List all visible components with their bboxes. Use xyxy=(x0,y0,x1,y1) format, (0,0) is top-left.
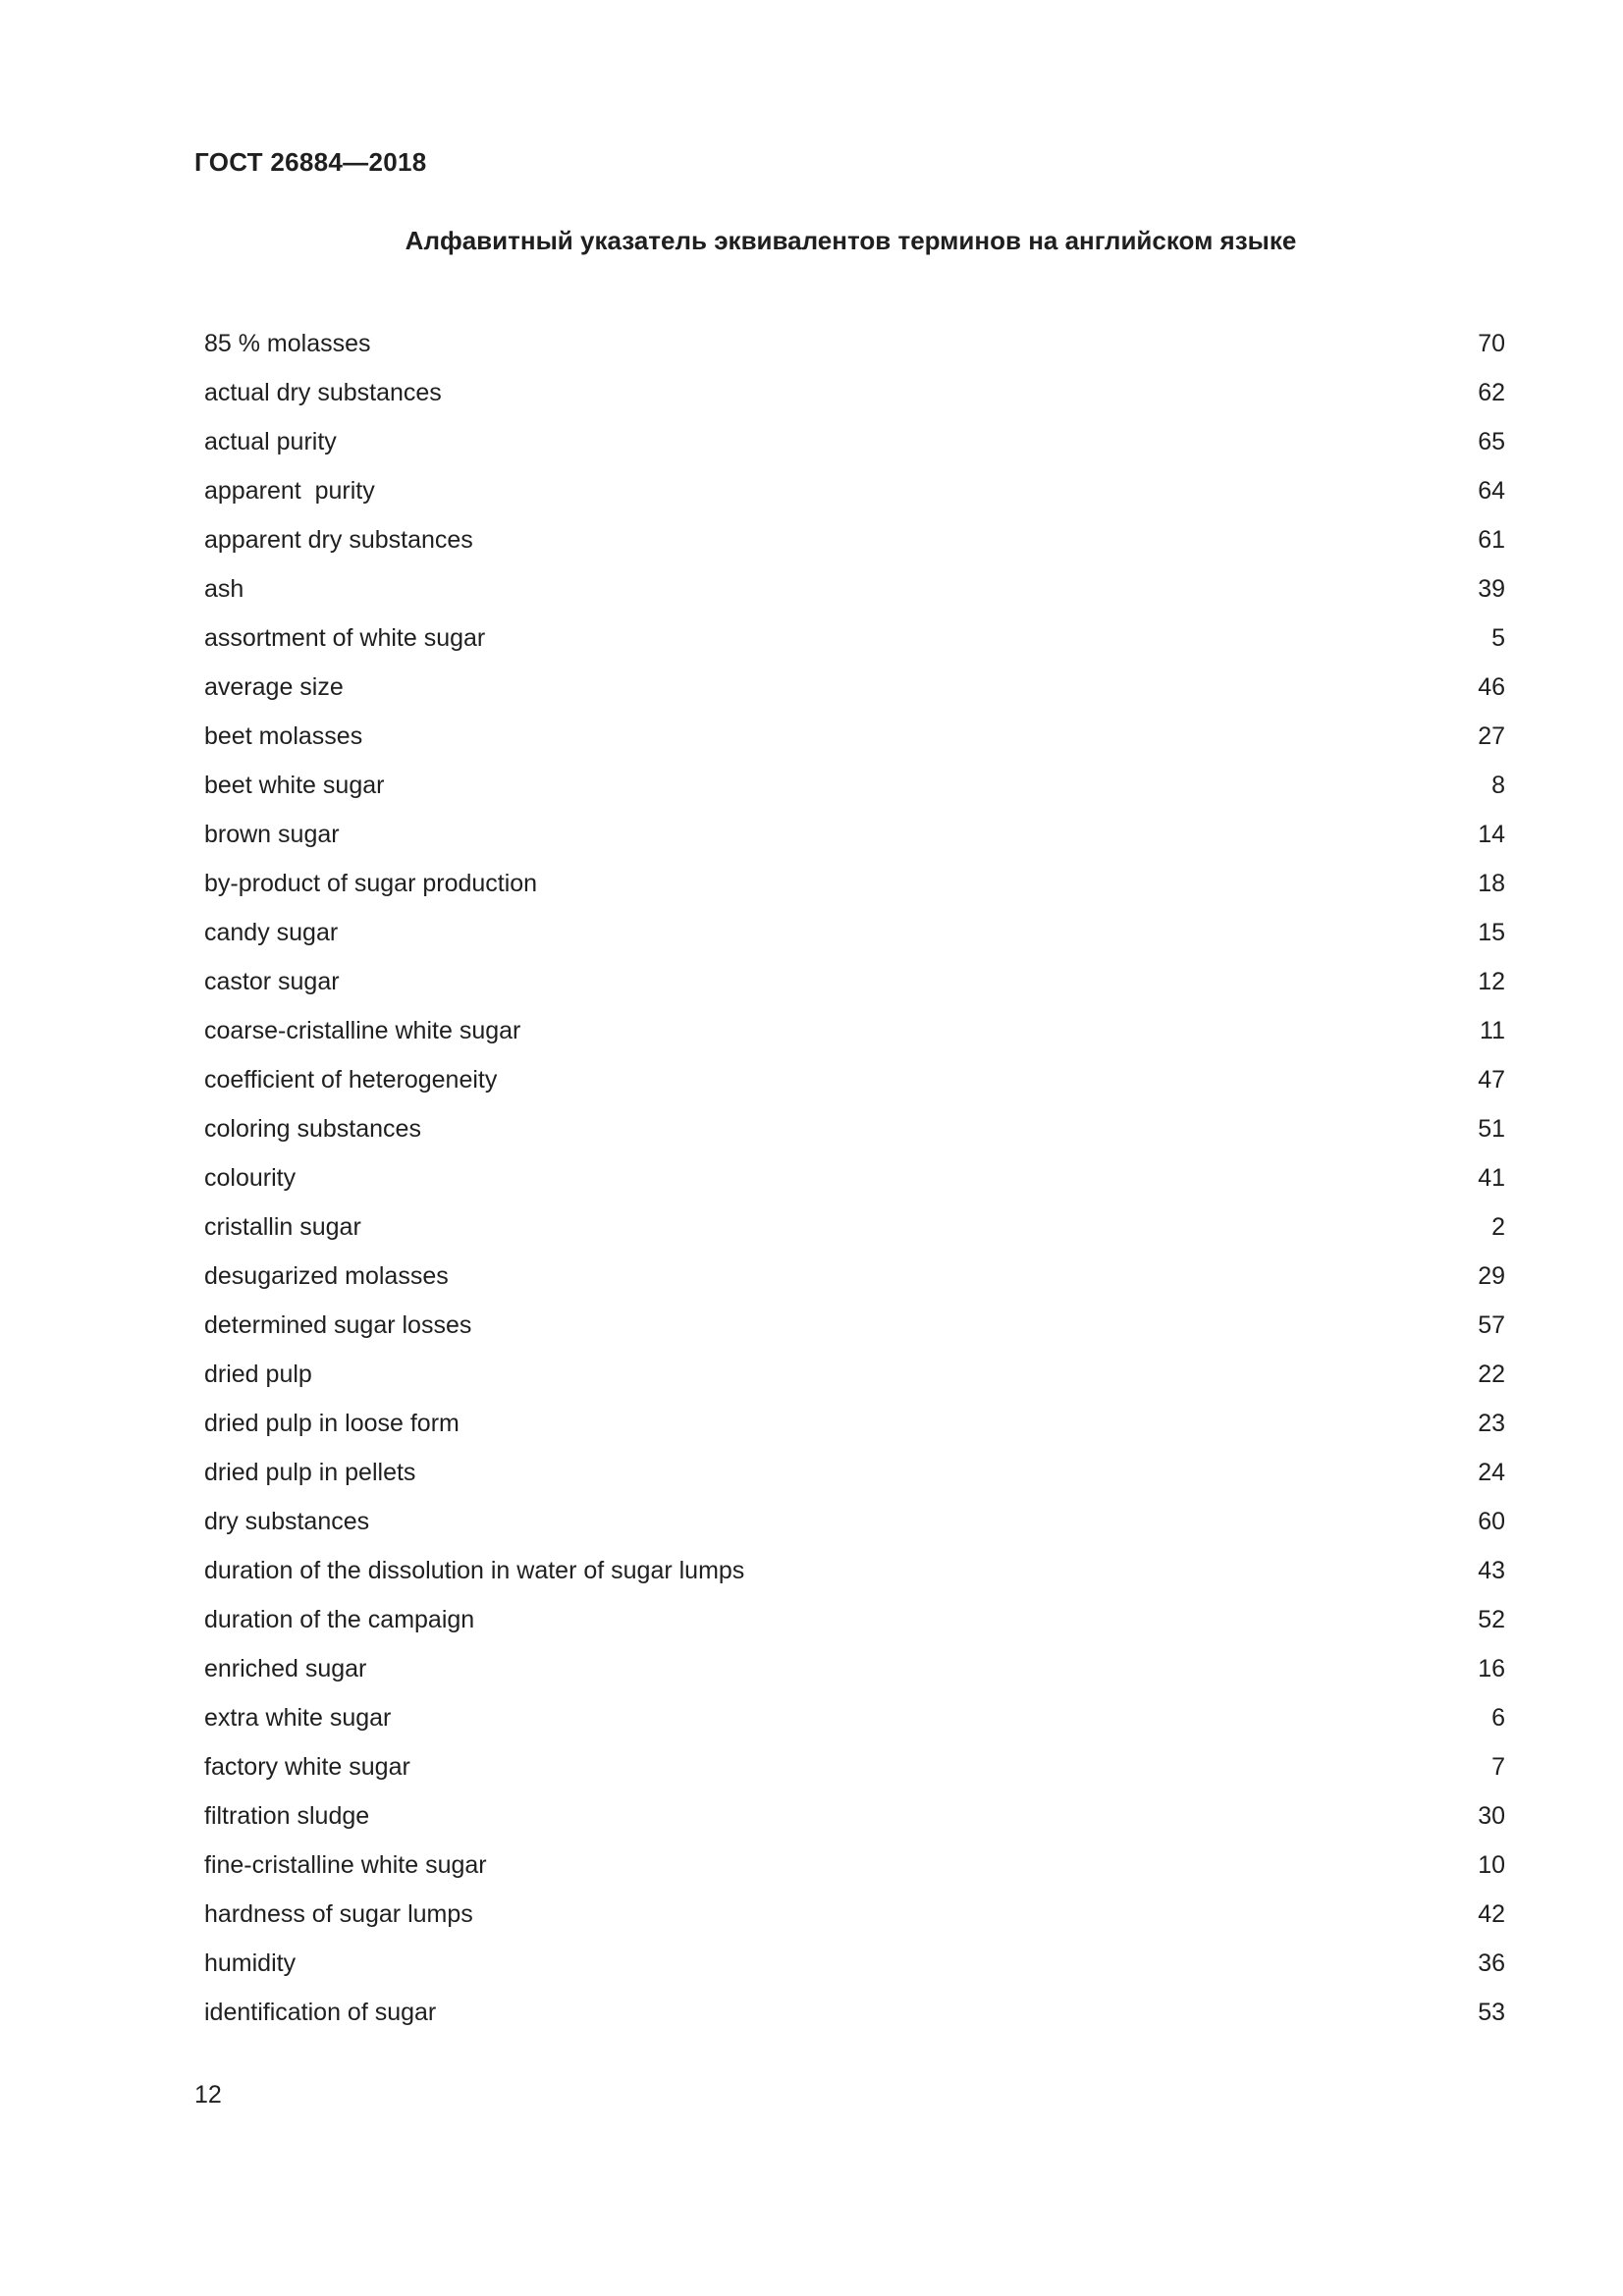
index-term: factory white sugar xyxy=(204,1752,410,1781)
index-entry xyxy=(204,761,1505,810)
index-entry xyxy=(204,1890,1505,1939)
index-term-number: 8 xyxy=(1491,771,1505,799)
index-entry xyxy=(204,1202,1505,1252)
index-entry xyxy=(204,1153,1505,1202)
index-entry xyxy=(204,810,1505,859)
index-term: cristallin sugar xyxy=(204,1212,361,1241)
index-term-number: 64 xyxy=(1478,476,1505,505)
term-index-list xyxy=(204,319,1505,2037)
index-term: apparent purity xyxy=(204,476,375,505)
index-term: coarse-cristalline white sugar xyxy=(204,1016,521,1044)
index-term: extra white sugar xyxy=(204,1703,392,1732)
index-term-number: 57 xyxy=(1478,1310,1505,1339)
index-entry xyxy=(204,1055,1505,1104)
index-term: identification of sugar xyxy=(204,1998,437,2026)
index-term-number: 11 xyxy=(1480,1016,1505,1044)
index-term-number: 6 xyxy=(1491,1703,1505,1732)
index-term-number: 36 xyxy=(1478,1949,1505,1977)
index-term: brown sugar xyxy=(204,820,340,848)
index-term: average size xyxy=(204,672,344,701)
index-entry xyxy=(204,1006,1505,1055)
index-term-number: 52 xyxy=(1478,1605,1505,1633)
document-standard-header: ГОСТ 26884—2018 xyxy=(194,147,427,177)
index-term-number: 41 xyxy=(1478,1163,1505,1192)
index-term-number: 70 xyxy=(1478,329,1505,357)
index-term: dry substances xyxy=(204,1507,370,1535)
index-term-number: 39 xyxy=(1478,574,1505,603)
index-title: Алфавитный указатель эквивалентов терминов на английском языке xyxy=(405,226,1297,255)
index-term-number: 62 xyxy=(1478,378,1505,406)
index-term: dried pulp in loose form xyxy=(204,1409,460,1437)
index-term: duration of the dissolution in water of sugar lumps xyxy=(204,1556,745,1584)
index-term-number: 43 xyxy=(1478,1556,1505,1584)
index-term: coefficient of heterogeneity xyxy=(204,1065,498,1094)
index-term: beet white sugar xyxy=(204,771,385,799)
index-entry xyxy=(204,466,1505,515)
index-entry xyxy=(204,663,1505,712)
index-entry xyxy=(204,712,1505,761)
index-term: fine-cristalline white sugar xyxy=(204,1850,487,1879)
index-term: 85 % molasses xyxy=(204,329,371,357)
index-term-number: 12 xyxy=(1478,967,1505,995)
index-term: actual dry substances xyxy=(204,378,442,406)
index-entry xyxy=(204,1595,1505,1644)
index-term-number: 61 xyxy=(1478,525,1505,554)
index-term: coloring substances xyxy=(204,1114,421,1143)
index-term: ash xyxy=(204,574,244,603)
index-term-number: 10 xyxy=(1478,1850,1505,1879)
index-entry xyxy=(204,1546,1505,1595)
index-entry xyxy=(204,1693,1505,1742)
index-term-number: 30 xyxy=(1478,1801,1505,1830)
index-term: determined sugar losses xyxy=(204,1310,472,1339)
index-term-number: 24 xyxy=(1478,1458,1505,1486)
index-entry xyxy=(204,319,1505,368)
index-entry xyxy=(204,908,1505,957)
index-entry xyxy=(204,1742,1505,1791)
index-term: colourity xyxy=(204,1163,297,1192)
index-term-number: 22 xyxy=(1478,1360,1505,1388)
index-entry xyxy=(204,1448,1505,1497)
index-entry xyxy=(204,417,1505,466)
index-term-number: 65 xyxy=(1478,427,1505,455)
index-term-number: 53 xyxy=(1478,1998,1505,2026)
index-term-number: 47 xyxy=(1478,1065,1505,1094)
index-term-number: 14 xyxy=(1478,820,1505,848)
index-term-number: 60 xyxy=(1478,1507,1505,1535)
index-entry xyxy=(204,1104,1505,1153)
index-term-number: 7 xyxy=(1491,1752,1505,1781)
index-entry xyxy=(204,859,1505,908)
index-entry xyxy=(204,1497,1505,1546)
index-term: hardness of sugar lumps xyxy=(204,1899,473,1928)
index-entry xyxy=(204,1644,1505,1693)
index-term-number: 27 xyxy=(1478,721,1505,750)
index-entry xyxy=(204,1939,1505,1988)
index-term-number: 18 xyxy=(1478,869,1505,897)
index-term: dried pulp xyxy=(204,1360,312,1388)
index-term: assortment of white sugar xyxy=(204,623,486,652)
index-term-number: 15 xyxy=(1478,918,1505,946)
index-entry xyxy=(204,1988,1505,2037)
index-entry xyxy=(204,1350,1505,1399)
index-term: beet molasses xyxy=(204,721,363,750)
index-entry xyxy=(204,564,1505,614)
index-term: castor sugar xyxy=(204,967,340,995)
index-term-number: 5 xyxy=(1491,623,1505,652)
index-term: candy sugar xyxy=(204,918,339,946)
index-entry xyxy=(204,515,1505,564)
index-term: duration of the campaign xyxy=(204,1605,475,1633)
index-term-number: 29 xyxy=(1478,1261,1505,1290)
index-term-number: 51 xyxy=(1478,1114,1505,1143)
index-term-number: 23 xyxy=(1478,1409,1505,1437)
index-entry xyxy=(204,368,1505,417)
index-term: dried pulp in pellets xyxy=(204,1458,416,1486)
index-entry xyxy=(204,1301,1505,1350)
index-term: by-product of sugar production xyxy=(204,869,538,897)
index-entry xyxy=(204,1252,1505,1301)
index-term: humidity xyxy=(204,1949,297,1977)
index-term: filtration sludge xyxy=(204,1801,370,1830)
index-entry xyxy=(204,957,1505,1006)
index-entry xyxy=(204,614,1505,663)
index-term: apparent dry substances xyxy=(204,525,473,554)
index-entry xyxy=(204,1399,1505,1448)
index-entry xyxy=(204,1791,1505,1841)
index-term: enriched sugar xyxy=(204,1654,367,1682)
index-term-number: 16 xyxy=(1478,1654,1505,1682)
page-number: 12 xyxy=(194,2081,222,2109)
index-term-number: 2 xyxy=(1491,1212,1505,1241)
index-term: desugarized molasses xyxy=(204,1261,449,1290)
index-term-number: 42 xyxy=(1478,1899,1505,1928)
index-term: actual purity xyxy=(204,427,337,455)
index-term-number: 46 xyxy=(1478,672,1505,701)
index-entry xyxy=(204,1841,1505,1890)
